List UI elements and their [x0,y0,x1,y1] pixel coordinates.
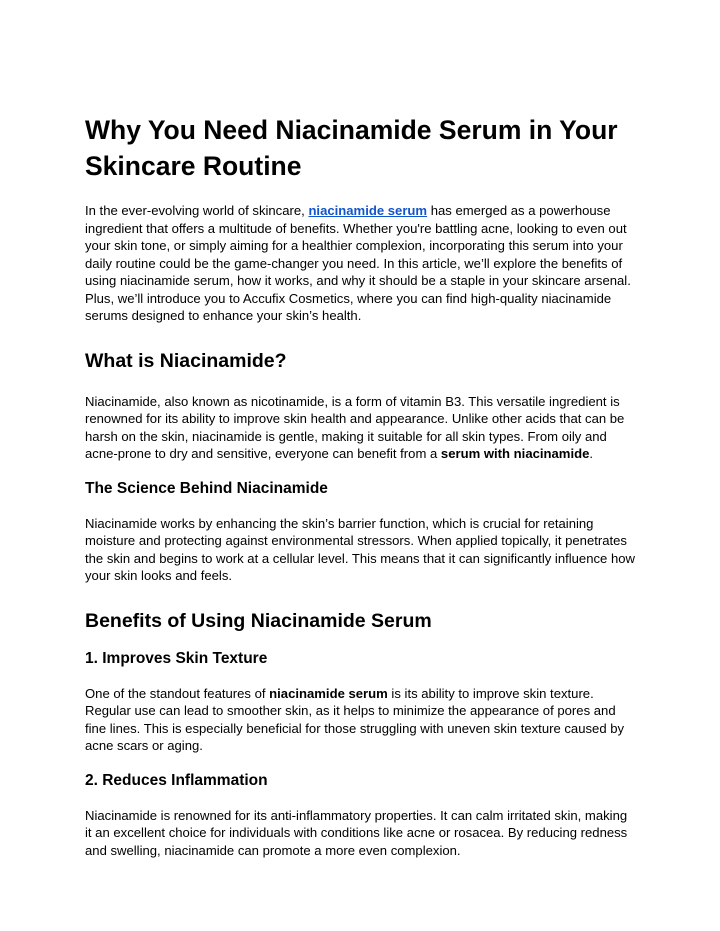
benefit-1-paragraph [85,685,637,755]
section-heading-benefits: Benefits of Using Niacinamide Serum [85,609,432,632]
subheading-benefit-1: 1. Improves Skin Texture [85,649,268,667]
intro-paragraph [85,202,637,325]
benefit-1-text-before: One of the standout features of [85,685,270,701]
what-is-text-before: Niacinamide, also known as nicotinamide, is a form of vitamin B3. This versatile ingredient is renowned for its ability to improve skin health and appearance. Unlike other acids that can be harsh on the skin, niacinamide is gentle, making it suitable for all skin types. From oily and acne-prone to dry and sensitive, everyone can benefit from a [85,393,625,461]
what-is-text-after: . [589,446,593,461]
section-heading-what-is: What is Niacinamide? [85,349,287,372]
intro-text-before: In the ever-evolving world of skincare, [85,203,309,218]
what-is-paragraph [85,393,637,463]
niacinamide-serum-link[interactable]: niacinamide serum [308,203,428,218]
document-page [85,112,637,859]
intro-text-after: has emerged as a powerhouse ingredient that offers a multitude of benefits. Whether you're battling acne, looking to even out your skin tone, or simply aiming for a healthier complexion, incorporating this serum into your daily routine could be the game-changer you need. In this article, we’ll explore the benefits of using niacinamide serum, how it works, and why it should be a staple in your skincare arsenal. Plus, we’ll introduce you to Accufix Cosmetics, where you can find high-quality niacinamide serums designed to enhance your skin’s health. [85,203,631,323]
what-is-bold-text: serum with niacinamide [440,446,590,461]
subheading-benefit-2: 2. Reduces Inflammation [85,771,268,789]
benefit-1-text-after: is its ability to improve skin texture. Regular use can lead to smoother skin, as it helps to minimize the appearance of pores and fine lines. This is especially beneficial for those struggling with uneven skin texture caused by acne scars or aging. [85,685,625,753]
subheading-science: The Science Behind Niacinamide [85,479,328,497]
benefit-2-paragraph: Niacinamide is renowned for its anti-inflammatory properties. It can calm irritated skin, making it an excellent choice for individuals with conditions like acne or rosacea. By reducing redness and swelling, niacinamide can promote a more even complexion. [85,807,628,858]
science-paragraph: Niacinamide works by enhancing the skin’s barrier function, which is crucial for retaining moisture and protecting against environmental stressors. When applied topically, it penetrates the skin and begins to work at a cellular level. This means that it can significantly influence how your skin looks and feels. [85,515,635,583]
benefit-1-bold-text: niacinamide serum [269,685,388,701]
article-title: Why You Need Niacinamide Serum in Your Skincare Routine [85,115,618,181]
